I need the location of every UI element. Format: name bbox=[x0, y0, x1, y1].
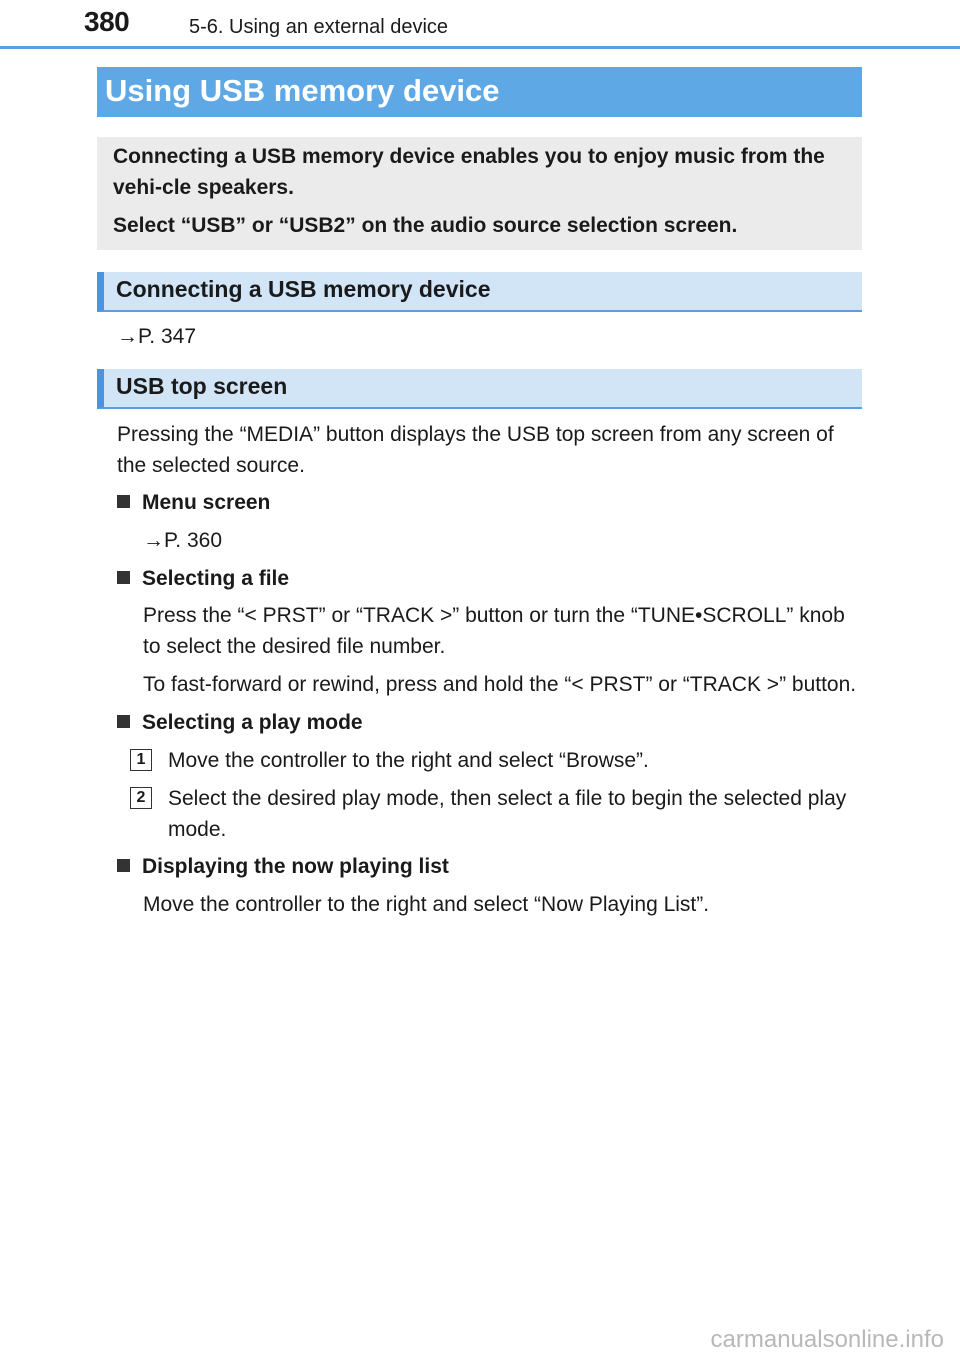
subheading-selecting-file: Selecting a file bbox=[117, 563, 289, 594]
step-number-badge: 1 bbox=[130, 749, 152, 771]
square-bullet-icon bbox=[117, 571, 130, 584]
step-number-badge: 2 bbox=[130, 787, 152, 809]
step-text: Select the desired play mode, then select a file to begin the selected play mode. bbox=[168, 787, 847, 841]
subheading-now-playing-list: Displaying the now playing list bbox=[117, 851, 449, 882]
page-number: 380 bbox=[84, 6, 130, 37]
header-divider bbox=[0, 46, 960, 49]
page-header bbox=[0, 0, 960, 50]
chapter-title: 5-6. Using an external device bbox=[189, 16, 449, 38]
square-bullet-icon bbox=[117, 495, 130, 508]
section-heading-text: Connecting a USB memory device bbox=[116, 276, 491, 302]
page-title-bar bbox=[97, 67, 862, 117]
intro-text-1: Connecting a USB memory device enables you to enjoy music from the vehi-cle speakers. bbox=[113, 145, 825, 199]
square-bullet-icon bbox=[117, 859, 130, 872]
subheading-menu-screen: Menu screen bbox=[117, 487, 270, 518]
section-heading-connecting bbox=[97, 272, 862, 312]
page-title: Using USB memory device bbox=[105, 73, 500, 108]
square-bullet-icon bbox=[117, 715, 130, 728]
intro-box bbox=[97, 137, 862, 250]
usb-top-screen-description: Pressing the “MEDIA” button displays the USB top screen from any screen of the selected source. bbox=[117, 423, 834, 477]
section-heading-text: USB top screen bbox=[116, 373, 288, 399]
page-reference-link[interactable]: →P. 360 bbox=[143, 529, 223, 552]
watermark: carmanualsonline.info bbox=[710, 1326, 944, 1353]
section-heading-usb-top-screen bbox=[97, 369, 862, 409]
now-playing-list-text: Move the controller to the right and select “Now Playing List”. bbox=[143, 893, 710, 916]
subheading-play-mode: Selecting a play mode bbox=[117, 707, 363, 738]
intro-text-2: Select “USB” or “USB2” on the audio source selection screen. bbox=[113, 214, 738, 237]
fast-forward-text: To fast-forward or rewind, press and hold the “< PRST” or “TRACK >” button. bbox=[143, 673, 857, 696]
page-reference-link[interactable]: →P. 347 bbox=[117, 325, 197, 348]
step-text: Move the controller to the right and select “Browse”. bbox=[168, 749, 649, 772]
selecting-file-text: Press the “< PRST” or “TRACK >” button or turn the “TUNE•SCROLL” knob to select the desired file number. bbox=[143, 604, 845, 658]
